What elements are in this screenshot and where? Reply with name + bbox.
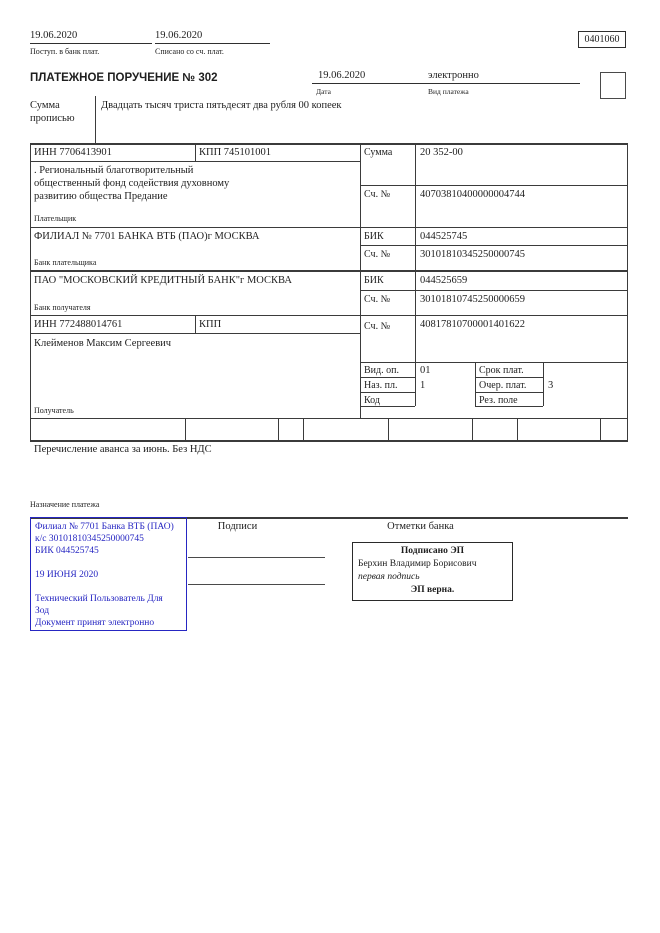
purpose-text: Перечисление аванса за июнь. Без НДС (34, 444, 212, 455)
received-date: 19.06.2020 (30, 29, 152, 44)
payer-bank-bik-label: БИК (364, 231, 384, 242)
table-line (517, 418, 518, 440)
table-line (195, 315, 196, 333)
amount-words-value: Двадцать тысяч триста пятьдесят два рубля 00 копеек (101, 100, 342, 111)
payer-bank-name: ФИЛИАЛ № 7701 БАНКА ВТБ (ПАО)г МОСКВА (34, 231, 260, 242)
op-kind-label: Вид. оп. (364, 365, 399, 376)
table-line (30, 315, 628, 316)
table-line (185, 418, 186, 440)
reserve-box (600, 72, 626, 99)
table-line (30, 270, 628, 272)
table-line (475, 377, 543, 378)
beneficiary-caption: Получатель (34, 406, 74, 415)
reserve-label: Рез. поле (479, 395, 518, 406)
bank-stamp (30, 517, 187, 631)
esignature-subtitle: первая подпись (358, 572, 420, 582)
table-line (360, 143, 361, 418)
beneficiary-name: Клейменов Максим Сергеевич (34, 338, 172, 349)
beneficiary-account-value: 40817810700001401622 (420, 319, 525, 330)
beneficiary-inn: ИНН 772488014761 (34, 319, 123, 330)
bank-marks-title: Отметки банка (387, 521, 454, 532)
payment-kind: электронно (423, 69, 580, 84)
stamp-line: к/с 30101810345250000745 (35, 534, 144, 544)
table-line (475, 392, 543, 393)
table-line (360, 185, 627, 186)
table-line (360, 245, 627, 246)
payer-name-line: развитию общества Предание (34, 191, 168, 202)
amount-value: 20 352-00 (420, 147, 463, 158)
table-line (30, 333, 360, 334)
purpose-code-label: Наз. пл. (364, 380, 398, 391)
table-line (415, 143, 416, 406)
table-line (543, 362, 544, 406)
table-line (360, 392, 415, 393)
payer-account-value: 40703810400000004744 (420, 189, 525, 200)
signature-line (188, 557, 325, 558)
table-line (278, 418, 279, 440)
payer-bank-account-label: Сч. № (364, 249, 391, 260)
payer-kpp: КПП 745101001 (199, 147, 272, 158)
priority-label: Очер. плат. (479, 380, 527, 391)
esignature-verdict: ЭП верна. (410, 585, 455, 595)
table-line (472, 418, 473, 440)
table-line (30, 143, 628, 145)
amount-words-label: Сумма прописью (30, 100, 75, 124)
table-line (360, 362, 627, 363)
beneficiary-bank-bik-value: 044525659 (420, 275, 468, 286)
table-line (475, 362, 476, 406)
op-kind-value: 01 (420, 365, 431, 376)
date-label: Дата (316, 87, 331, 96)
table-line (30, 418, 628, 419)
beneficiary-bank-bik-label: БИК (364, 275, 384, 286)
payer-bank-caption: Банк плательщика (34, 258, 97, 267)
esignature-title: Подписано ЭП (400, 546, 465, 556)
priority-value: 3 (548, 380, 554, 391)
esignature-name: Берхин Владимир Борисович (358, 559, 477, 569)
esignature-box (352, 542, 513, 601)
purpose-code-value: 1 (420, 380, 426, 391)
stamp-line: Документ принят электронно (35, 618, 155, 628)
stamp-line: БИК 044525745 (35, 546, 99, 556)
stamp-line: 19 ИЮНЯ 2020 (35, 570, 99, 580)
debited-date-label: Списано со сч. плат. (155, 47, 224, 56)
table-line (627, 143, 628, 440)
payer-inn: ИНН 7706413901 (34, 147, 112, 158)
payer-name-line: общественный фонд содействия духовному (34, 178, 230, 189)
payer-account-label: Сч. № (364, 189, 391, 200)
table-line (360, 377, 415, 378)
table-line (388, 418, 389, 440)
signature-line (188, 584, 325, 585)
table-line (30, 440, 628, 442)
table-line (360, 290, 627, 291)
payer-bank-bik-value: 044525745 (420, 231, 468, 242)
stamp-line: Технический Пользователь Для Зод (35, 594, 163, 616)
document-date: 19.06.2020 (312, 69, 456, 84)
pay-term-label: Срок плат. (479, 365, 524, 376)
form-code-box: 0401060 (578, 31, 626, 48)
received-date-label: Поступ. в банк плат. (30, 47, 100, 56)
table-line (195, 143, 196, 161)
beneficiary-bank-account-label: Сч. № (364, 294, 391, 305)
divider-line (95, 96, 96, 143)
signatures-title: Подписи (217, 521, 258, 532)
payer-name-line: . Региональный благотворительный (34, 165, 194, 176)
table-line (30, 227, 628, 228)
beneficiary-bank-caption: Банк получателя (34, 303, 91, 312)
debited-date: 19.06.2020 (155, 29, 270, 44)
beneficiary-account-label: Сч. № (364, 321, 391, 332)
document-title: ПЛАТЕЖНОЕ ПОРУЧЕНИЕ № 302 (30, 72, 218, 84)
payment-kind-label: Вид платежа (428, 87, 469, 96)
payer-caption: Плательщик (34, 214, 77, 223)
beneficiary-kpp-label: КПП (199, 319, 222, 330)
code-label: Код (364, 395, 380, 406)
table-line (30, 161, 360, 162)
beneficiary-bank-name: ПАО "МОСКОВСКИЙ КРЕДИТНЫЙ БАНК"г МОСКВА (34, 275, 292, 286)
beneficiary-bank-account-value: 30101810745250000659 (420, 294, 525, 305)
amount-label: Сумма (364, 147, 393, 158)
stamp-line: Филиал № 7701 Банка ВТБ (ПАО) (35, 522, 174, 532)
table-line (303, 418, 304, 440)
table-line (600, 418, 601, 440)
payer-bank-account-value: 30101810345250000745 (420, 249, 525, 260)
table-line (30, 143, 31, 440)
purpose-caption: Назначение платежа (30, 500, 100, 509)
